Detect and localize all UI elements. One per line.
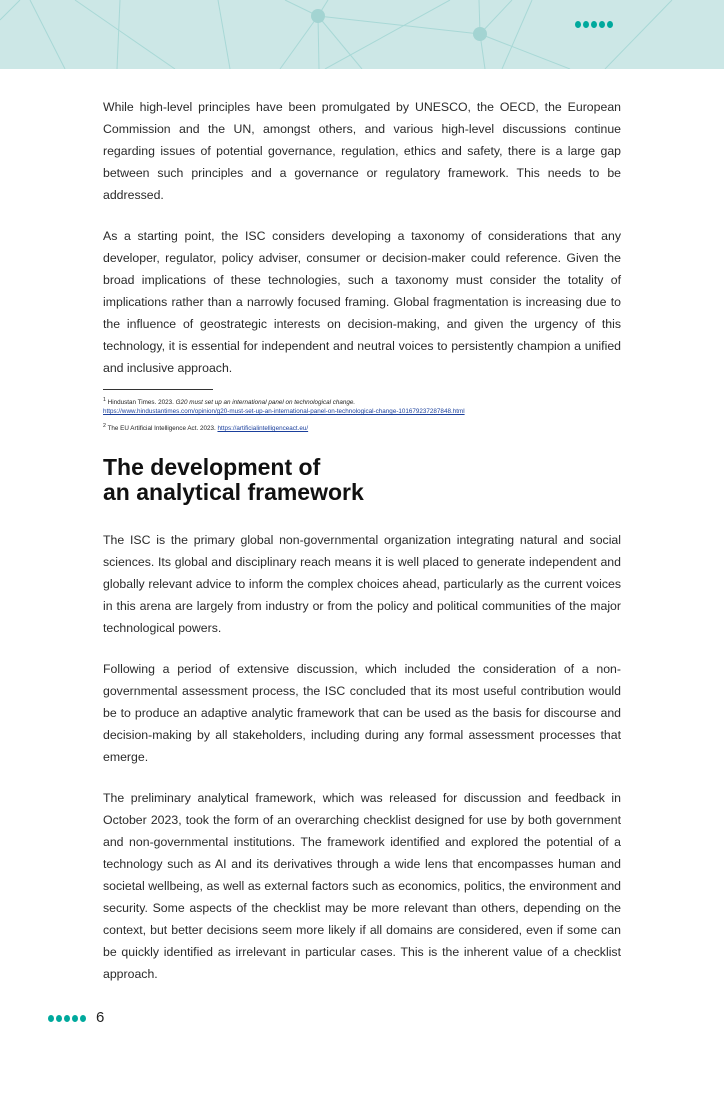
heading-line: The development of [103,454,321,481]
page-number: 6 [96,1009,105,1027]
paragraph: The preliminary analytical framework, which was released for discussion and feedback in October 2023, took the form of an overarching checklist designed for use by both government and non-governmental institutions. The framework identified and explored the potential of a technology such as AI and its derivatives through a wide lens that encompasses human and societal wellbeing, as well as external factors such as economics, politics, the environment and security. Some aspects of the checklist may be more relevant than others, depending on the context, but better decisions seem more likely if all domains are considered, even if some can be quickly identified as irrelevant in particular cases. This is the inherent value of a checklist approach. [103,791,621,982]
footer-dots-icon [48,1015,86,1022]
page-footer [0,985,724,1103]
footnote-divider [103,389,213,390]
paragraph: As a starting point, the ISC considers developing a taxonomy of considerations that any developer, regulator, policy adviser, consumer or decision-maker could reference. Given the broad implications of these technologies, such a taxonomy must consider the totality of implications rather than a narrowly focused framing. Global fragmentation is increasing due to the influence of geostrategic interests on decision-making, and given the urgency of this technology, it is essential for independent and neutral voices to persistently champion a unified and inclusive approach. [103,229,621,375]
footnote-text: Hindustan Times. 2023. [107,399,174,407]
network-node [473,27,487,41]
intro-text [103,96,621,379]
footnote-title: G20 must set up an international panel on technological change. [175,399,356,407]
paragraph: The ISC is the primary global non-governmental organization integrating natural and social sciences. Its global and disciplinary reach means it is well placed to generate independent and globally relevant advice to inform the complex choices ahead, particularly as the current voices in this arena are largely from industry or from the policy and political communities of the major technological powers. [103,533,621,636]
footnote-marker: 1 [103,397,106,403]
footnote-2 [103,422,621,433]
footnote-1 [103,396,621,416]
header-dots-icon [575,21,613,28]
footnote-text: The EU Artificial Intelligence Act. 2023. [107,425,216,433]
main-content [0,69,724,985]
heading-line: an analytical framework [103,479,364,506]
footnote-link[interactable]: https://artificialintelligenceact.eu/ [217,425,309,433]
section-heading [103,455,621,505]
network-node [311,9,325,23]
footnote-link[interactable]: https://www.hindustantimes.com/opinion/g20-must-set-up-an-international-panel-on-technological-change-101679237287848.html [103,408,465,416]
paragraph: Following a period of extensive discussion, which included the consideration of a non-governmental assessment process, the ISC concluded that its most useful contribution would be to produce an adaptive analytic framework that can be used as the basis for discourse and decision-making by all stakeholders, including during any formal assessment processes that emerge. [103,662,621,765]
footnote-marker: 2 [103,423,106,430]
page-header-banner [0,0,724,69]
paragraph: While high-level principles have been promulgated by UNESCO, the OECD, the European Commission and the UN, amongst others, and various high-level discussions continue regarding issues of potential governance, regulation, ethics and safety, there is a large gap between such principles and a governance or regulatory framework. This needs to be addressed. [103,100,621,202]
network-lines-decoration [0,0,724,69]
section-body [103,529,621,985]
